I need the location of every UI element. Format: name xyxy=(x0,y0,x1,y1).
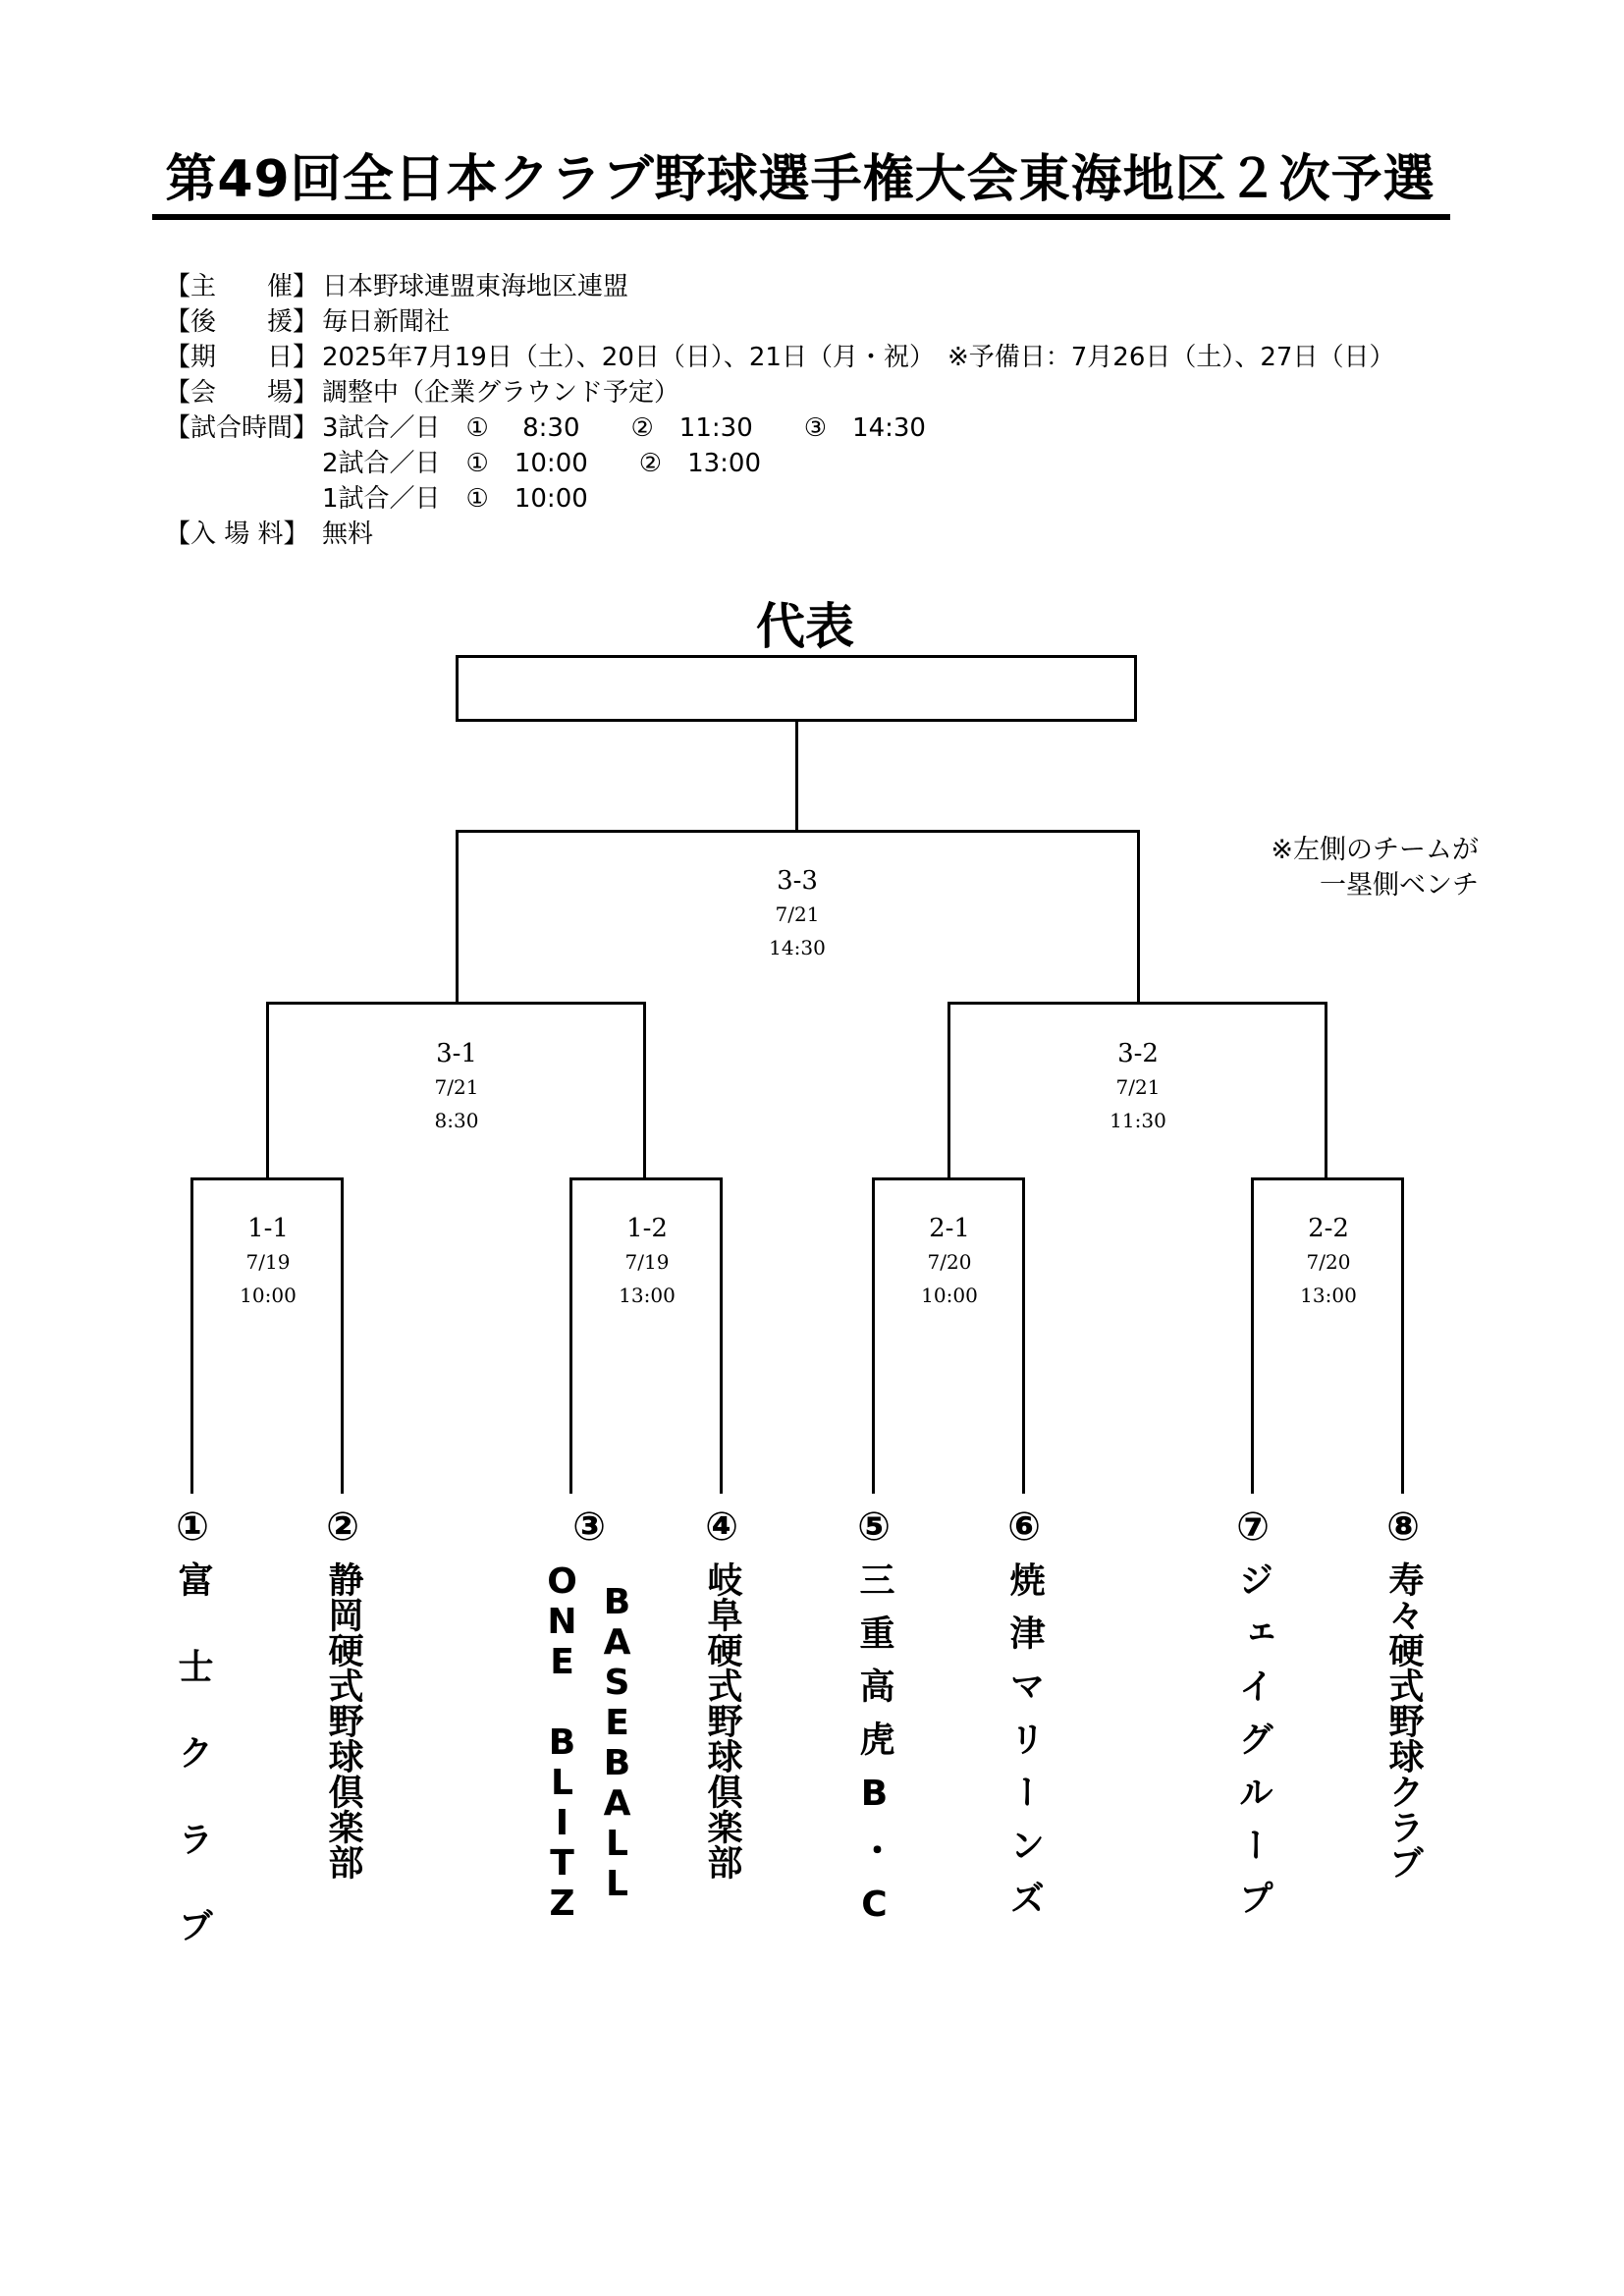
match-id: 2-2 xyxy=(1308,1214,1349,1243)
match-1-2 xyxy=(588,1212,706,1312)
match-2-2 xyxy=(1270,1212,1387,1312)
team-number: ⑤ xyxy=(857,1504,891,1550)
match-id: 1-1 xyxy=(247,1214,289,1243)
info-times xyxy=(165,410,1394,446)
bracket-line xyxy=(266,1002,269,1179)
bracket-line xyxy=(1251,1177,1404,1180)
bench-note-line2: 一塁側ベンチ xyxy=(1320,870,1479,901)
info-label: 【会 場】 xyxy=(165,378,319,408)
title-underline xyxy=(152,214,1450,220)
bracket-line xyxy=(569,1177,572,1494)
match-date: 7/21 xyxy=(775,902,820,926)
info-times-line3 xyxy=(165,481,1394,517)
info-dates xyxy=(165,340,1394,375)
team-4 xyxy=(690,1503,753,1880)
match-time: 13:00 xyxy=(619,1284,676,1307)
bracket-line xyxy=(456,830,459,1004)
info-fee xyxy=(165,517,1394,552)
match-3-1 xyxy=(398,1037,515,1137)
info-label: 【入 場 料】 xyxy=(165,519,309,549)
team-name xyxy=(540,1561,638,1924)
match-date: 7/19 xyxy=(624,1250,670,1274)
match-id: 3-1 xyxy=(436,1039,477,1068)
match-time: 8:30 xyxy=(434,1109,479,1132)
match-date: 7/20 xyxy=(927,1250,972,1274)
bracket-line xyxy=(1325,1002,1327,1179)
info-label: 【主 催】 xyxy=(165,272,319,301)
team-name: 静岡硬式野球倶楽部 xyxy=(323,1561,363,1880)
match-id: 2-1 xyxy=(929,1214,970,1243)
bracket-line xyxy=(569,1177,723,1180)
team-name: 富士クラブ xyxy=(173,1561,213,1994)
info-label: 【後 援】 xyxy=(165,307,319,337)
bracket-line xyxy=(1137,830,1140,1004)
representative-box xyxy=(456,655,1137,722)
event-info xyxy=(165,269,1394,552)
info-value: 調整中（企業グラウンド予定） xyxy=(322,378,680,408)
team-number: ⑦ xyxy=(1236,1504,1270,1550)
info-value: 無料 xyxy=(322,519,374,549)
match-id: 1-2 xyxy=(626,1214,668,1243)
match-id: 3-3 xyxy=(777,866,818,896)
info-label: 【期 日】 xyxy=(165,343,319,372)
team-name: 三重高虎B・C xyxy=(854,1561,894,1942)
match-3-3 xyxy=(738,864,856,964)
match-time: 10:00 xyxy=(240,1284,297,1307)
bench-note-line1: ※左側のチームが xyxy=(1271,835,1479,865)
info-value: 1試合／日 ① 10:00 xyxy=(322,484,588,514)
bracket-line xyxy=(947,1002,1327,1005)
team-8 xyxy=(1372,1503,1435,1880)
team-number: ④ xyxy=(705,1504,738,1550)
match-2-1 xyxy=(891,1212,1008,1312)
bracket-line xyxy=(266,1002,646,1005)
bracket-line xyxy=(872,1177,875,1494)
bracket-line xyxy=(190,1177,193,1494)
team-number: ③ xyxy=(572,1504,606,1550)
bracket-line xyxy=(341,1177,344,1494)
info-value: 2025年7月19日（土）、20日（日）、21日（月・祝） ※予備日：7月26日（土）、27日（日） xyxy=(322,343,1395,372)
bracket-line xyxy=(643,1002,646,1179)
match-date: 7/19 xyxy=(245,1250,291,1274)
info-value: 2試合／日 ① 10:00 ② 13:00 xyxy=(322,449,762,478)
team-number: ② xyxy=(326,1504,359,1550)
bracket-line xyxy=(1251,1177,1254,1494)
match-time: 10:00 xyxy=(921,1284,978,1307)
match-date: 7/20 xyxy=(1306,1250,1351,1274)
info-value: 日本野球連盟東海地区連盟 xyxy=(322,272,629,301)
team-number: ① xyxy=(176,1504,209,1550)
bracket-line xyxy=(872,1177,1025,1180)
team-5 xyxy=(842,1503,905,1942)
team-3 xyxy=(540,1503,638,1924)
info-label: 【試合時間】 xyxy=(165,413,319,443)
representative-label: 代表 xyxy=(756,598,854,655)
page-title: 第49回全日本クラブ野球選手権大会東海地区２次予選 xyxy=(165,150,1435,209)
team-name-col: ONE BLITZ xyxy=(542,1561,582,1924)
info-times-line2 xyxy=(165,446,1394,481)
team-name: 寿々硬式野球クラブ xyxy=(1383,1561,1424,1880)
match-time: 11:30 xyxy=(1110,1109,1166,1132)
match-id: 3-2 xyxy=(1117,1039,1159,1068)
team-6 xyxy=(993,1503,1056,1933)
team-7 xyxy=(1221,1503,1284,1933)
team-name-col: BASEBALL xyxy=(597,1581,637,1904)
info-value: 3試合／日 ① 8:30 ② 11:30 ③ 14:30 xyxy=(322,413,926,443)
bracket-line xyxy=(1401,1177,1404,1494)
match-time: 14:30 xyxy=(769,936,826,959)
bracket-line xyxy=(456,830,1140,833)
team-1 xyxy=(161,1503,224,1994)
match-time: 13:00 xyxy=(1300,1284,1357,1307)
info-venue xyxy=(165,375,1394,410)
bracket-line xyxy=(1022,1177,1025,1494)
bracket-line xyxy=(795,722,798,832)
team-number: ⑥ xyxy=(1007,1504,1041,1550)
info-value: 毎日新聞社 xyxy=(322,307,451,337)
bracket-line xyxy=(190,1177,344,1180)
team-2 xyxy=(311,1503,374,1880)
info-organizer xyxy=(165,269,1394,304)
match-date: 7/21 xyxy=(1115,1075,1161,1099)
bracket-line xyxy=(947,1002,950,1179)
team-name: ジェイグループ xyxy=(1233,1561,1273,1933)
team-name: 岐阜硬式野球倶楽部 xyxy=(702,1561,742,1880)
team-name: 焼津マリーンズ xyxy=(1004,1561,1045,1933)
bench-note xyxy=(1184,833,1479,903)
match-1-1 xyxy=(209,1212,327,1312)
bracket-line xyxy=(720,1177,723,1494)
team-number: ⑧ xyxy=(1386,1504,1420,1550)
info-support xyxy=(165,304,1394,340)
match-3-2 xyxy=(1079,1037,1197,1137)
match-date: 7/21 xyxy=(434,1075,479,1099)
